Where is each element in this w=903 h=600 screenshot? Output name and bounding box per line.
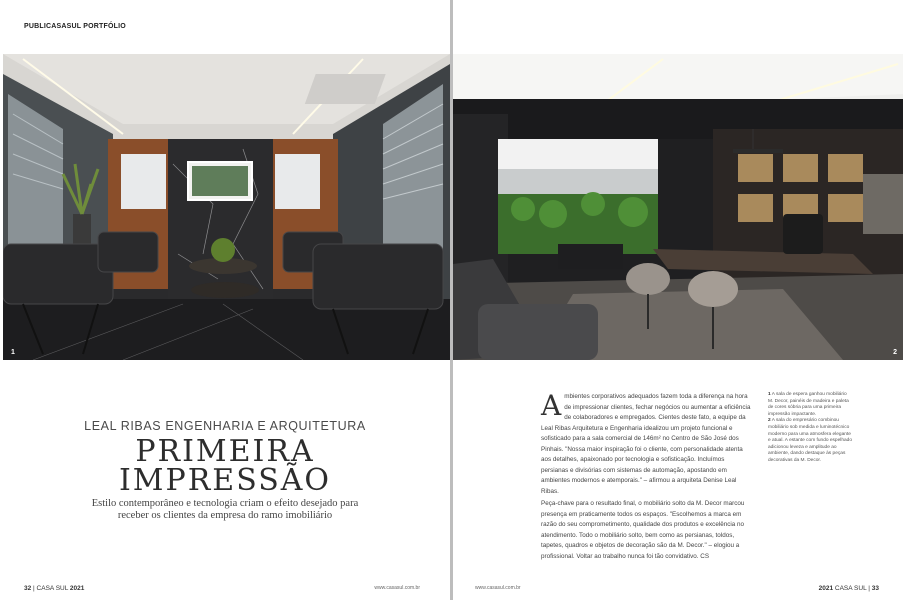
photo-number: 2 bbox=[893, 349, 897, 356]
issue-year: 2021 bbox=[69, 585, 85, 592]
body-paragraph-1: mbientes corporativos adequados fazem toda a diferença na hora de impressionar clientes, fechar negócios ou aumentar a eficiência de colaboradores e empregados. Cientes deste fato, a equipe da Leal Ribas Arquitetura e Engenharia idealizou um projeto funcional e sofisticado para a sala comercial de 146m² no Centro de São José dos Pinhais. "Nossa maior inspiração foi o cliente, com personalidade atenta aos detalhes, apaixonado por tecnologia e sofisticação. Incluímos persianas e divisórias com sistemas de automação, apostando em ambientes modernos e atemporais." – afirmou a arquiteta Denise Leal Ribas. bbox=[541, 393, 751, 495]
right-page bbox=[453, 0, 903, 600]
section-label-suffix: PORTFÓLIO bbox=[83, 23, 126, 30]
magazine-name: CASA SUL bbox=[36, 585, 69, 592]
magazine-name: CASA SUL bbox=[834, 585, 867, 592]
folio: 32 | CASA SUL 2021 bbox=[24, 585, 85, 592]
section-label-prefix: PUBLICASASUL bbox=[24, 23, 82, 30]
reception-photo bbox=[3, 54, 450, 360]
kicker: LEAL RIBAS ENGENHARIA E ARQUITETURA bbox=[84, 419, 366, 433]
photo-captions bbox=[768, 392, 852, 465]
drop-cap: A bbox=[541, 389, 562, 422]
deck: Estilo contemporâneo e tecnologia criam o efeito desejado para receber os clientes da empresa do ramo imobiliário bbox=[91, 498, 359, 521]
photo-number: 1 bbox=[11, 349, 15, 356]
site-url[interactable]: www.casasul.com.br bbox=[475, 585, 521, 591]
page-number: 32 bbox=[24, 585, 32, 592]
caption-1 bbox=[768, 392, 852, 418]
office-photo bbox=[453, 54, 903, 360]
office-photo-illustration bbox=[453, 54, 903, 360]
caption-text: A sala do empresário combinou mobiliário sob medida e luminotécnico moderno para uma atmosfera elegante e atual. A estante com fundo espelhado adicionou leveza e amplitude ao ambiente, dando destaque às peças decorativas da M. Decor. bbox=[768, 418, 853, 463]
section-label bbox=[24, 23, 126, 30]
left-page bbox=[0, 0, 450, 600]
caption-number: 1 bbox=[768, 392, 771, 397]
caption-number: 2 bbox=[768, 418, 771, 424]
site-url[interactable]: www.casasul.com.br bbox=[374, 585, 420, 591]
body-paragraph-2: Peça-chave para o resultado final, o mobiliário solto da M. Decor marcou presença em praticamente todos os espaços. "Escolhemos a marca em razão do seu comprometimento, qualidade dos produtos e excelência no atendimento. Todo o mobiliário solto, bem como as persianas, toldos, tapetes, quadros e objetos de decoração são da M. Decor." – elogiou a profissional. Voltar ao trabalho nunca foi tão convidativo. CS bbox=[541, 500, 745, 560]
headline-line-2: IMPRESSÃO bbox=[118, 463, 332, 498]
article-body bbox=[541, 389, 751, 564]
reception-photo-illustration bbox=[3, 54, 450, 360]
caption-text: A sala de espera ganhou mobiliário M. Decor, painéis de madeira e paleta de cores sóbria para uma primeira impressão impactante. bbox=[768, 392, 849, 417]
headline-line-1: PRIMEIRA bbox=[135, 434, 315, 469]
caption-2 bbox=[768, 418, 852, 464]
issue-year: 2021 bbox=[818, 585, 834, 592]
folio: 2021 CASA SUL | 33 bbox=[818, 585, 879, 592]
page-number: 33 bbox=[871, 585, 879, 592]
